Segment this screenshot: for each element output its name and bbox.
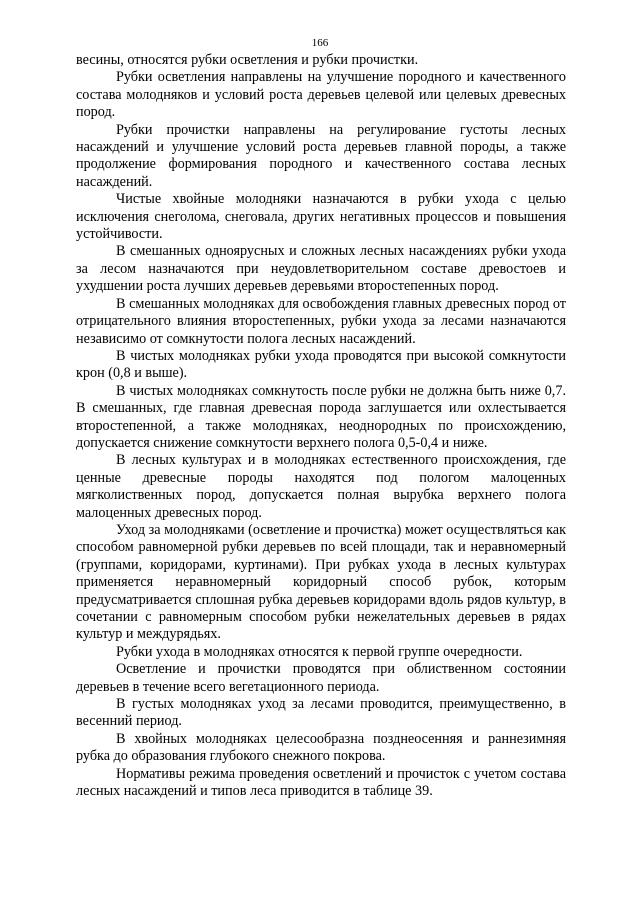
page-number: 166 <box>311 37 329 49</box>
paragraph-dense-young: В густых молодняках уход за лесами проводится, преимущественно, в весенний период. <box>76 696 566 730</box>
paragraph-pure-young: В чистых молодняках рубки ухода проводятся при высокой сомкнутости крон (0,8 и выше). <box>76 347 566 382</box>
paragraph-continuation: весины, относятся рубки осветления и рубки прочистки. <box>76 52 419 68</box>
paragraph-canopy-density: В чистых молодняках сомкнутость после рубки не должна быть ниже 0,7. В смешанных, где главная древесная порода заглушается или охлестывается второстепенной, а также молодняках, неоднородных по происхождению, допускается снижение сомкнутости верхнего полога 0,5-0,4 и ниже. <box>76 382 566 451</box>
paragraph-cleaning-purpose: Рубки прочистки направлены на регулирование густоты лесных насаждений и улучшение условий роста деревьев главной породы, а также продолжение формирования породного и качественного состава лесных насаждений. <box>76 121 566 190</box>
paragraph-mixed-stands: В смешанных одноярусных и сложных лесных насаждениях рубки ухода за лесом назначаются при неудовлетворительном составе древостоев и ухудшении роста лучших деревьев деревьями второстепенных пород. <box>76 243 566 295</box>
body-text <box>76 52 566 800</box>
paragraph-conifer-winter: В хвойных молодняках целесообразна позднеосенняя и раннезимняя рубка до образования глубокого снежного покрова. <box>76 730 566 765</box>
paragraph-mixed-young: В смешанных молодняках для освобождения главных древесных пород от отрицательного влияния второстепенных, рубки ухода за лесами назначаются независимо от сомкнутости полога лесных насаждений. <box>76 295 566 347</box>
paragraph-timing: Осветление и прочистки проводятся при облиственном состоянии деревьев в течение всего вегетационного периода. <box>76 661 566 695</box>
paragraph-thinning-purpose: Рубки осветления направлены на улучшение породного и качественного состава молодняков и условий роста деревьев целевой или целевых древесных пород. <box>76 69 566 121</box>
paragraph-care-methods: Уход за молодняками (осветление и прочистка) может осуществляться как способом равномерной рубки деревьев по всей площади, так и неравномерный (группами, коридорами, куртинами). При рубках ухода в лесных культурах применяется неравномерный коридорный способ рубок, которым предусматривается сплошная рубка деревьев коридорами вдоль рядов культур, в сочетании с равномерным способом рубки нежелательных деревьев в рядах культур и междурядьях. <box>76 521 566 643</box>
paragraph-table-reference: Нормативы режима проведения осветлений и прочисток с учетом состава лесных насаждений и типов леса приводится в таблице 39. <box>76 765 566 800</box>
paragraph-pure-conifer: Чистые хвойные молодняки назначаются в рубки ухода с целью исключения снеголома, снеговала, других негативных процессов и повышения устойчивости. <box>76 191 566 243</box>
paragraph-priority-group: Рубки ухода в молодняках относятся к первой группе очередности. <box>116 643 523 660</box>
paragraph-forest-cultures: В лесных культурах и в молодняках естественного происхождения, где ценные древесные породы находятся под пологом малоценных мягколиственных пород, допускается полная вырубка верхнего полога малоценных древесных пород. <box>76 452 566 521</box>
